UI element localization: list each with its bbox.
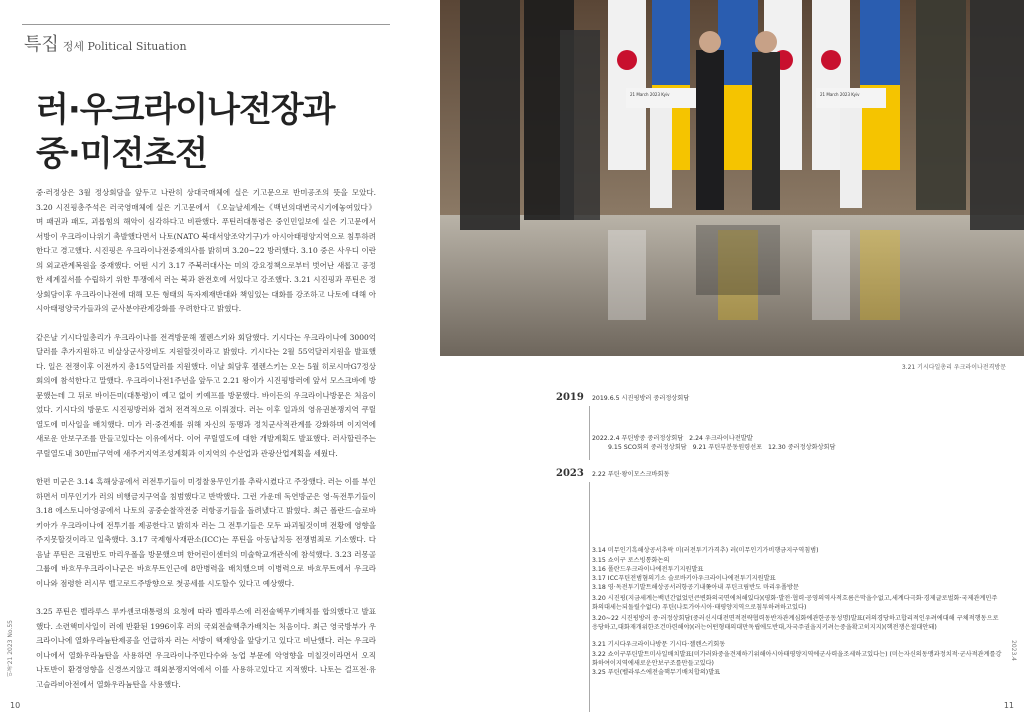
timeline-event: 3.21 기시다우크라이나방문 기시다·젤렌스키회동 [592, 641, 726, 648]
section-header [24, 30, 187, 56]
timeline-event: 3.16 폴란드우크라이나에전투기지원발표 [592, 566, 704, 573]
event-2022d: 9.21 푸틴부분동원령선포 [692, 444, 763, 451]
right-side-label: 2023.4 [1010, 640, 1017, 661]
news-photo [440, 0, 1024, 356]
paragraph: 중·러정상은 3월 정상회담을 앞두고 나란히 상대국매체에 실은 기고문으로 반미공조의 뜻을 모았다. 3.20 시진핑총주석은 러국영매체에 실은 기고문에서 《오늘날세계는《백년의대변국시기에놓여있다》며 패권과 패도, 괴롭힘의 해악이 심각하다고 비판했다. 푸틴러대통령은 중인민일보에 실은 기고문에서 서방이 우크라이나위기 촉발했다면서 나토(NATO 북대서양조약기구)가 아시아태평양지역으로 침투하려한다고 경고했다. 시진핑은 우크라이나전중재의사를 밝히며 3.20~22 방러했다. 3.10 중은 사우디 이란의 외교관계복원을 중재했다. 어떤 시기 3.17 주북러대사는 미의 강요정책으로부터 벗어난 새롭고 공정한 세계질서를 수립하기 위한 투쟁에서 러는 북과 완전호에 서있다고 강조했다. 3.21 시진핑과 푸틴은 정상회담이후 우크라이나전에 대해 모든 형태의 독자제재반대와 책임있는 대화를 강조하고 나토에 대해 아시아태평양국가들과의 군사분야관계강화를 우려한다고 밝혔다. [36, 188, 376, 313]
timeline-event: 2019.6.5 시진핑방러 중러정상회담 [592, 395, 690, 402]
timeline-event [608, 443, 1018, 452]
event-2022e: 12.30 중러정상화상회담 [768, 444, 836, 451]
article-body [36, 186, 376, 706]
title-line-1: 러·우크라이나전장과 [36, 90, 335, 130]
event-2022b: 2.24 우크라이나전발발 [689, 435, 753, 442]
timeline-event: 3.20 시진핑(지금세계는백년간없었던큰변화의국면에처해있다)(평화·발전·협력·공영의역사적흐름은막을수없고,세계다극화·경제글로벌화·국제관계민주화의대세는되돌릴수없다) 푸틴(나토가아시아·태평양지역으로침투하려하고있다) [592, 595, 998, 611]
timeline-event: 2.22 푸틴·왕이모스크바회동 [592, 471, 670, 478]
section-sub: 정세 Political Situation [62, 40, 187, 53]
year-2023: 2023 [556, 468, 584, 479]
title-line-2: 중·미전초전 [36, 134, 208, 174]
timeline-event: 3.17 ICC푸틴전범혐의기소 슬로바키아우크라이나에전투기지원발표 [592, 575, 776, 582]
page-number-right: 11 [1003, 701, 1014, 710]
timeline-event: 3.25 푸틴(벨라루스에전술핵무기배치합의)발표 [592, 669, 721, 676]
timeline-event: 3.14 미무인기흑해상공서추락 미(러전투기가격추) 러(미무인기가비행금지구역침범) [592, 547, 819, 554]
side-label: 민족21 2023 No.55 [7, 620, 14, 677]
timeline-line [589, 482, 590, 712]
section-label: 특집 [24, 34, 59, 55]
timeline-event [592, 434, 1002, 443]
photo-caption: 3.21 기시다일총리 우크라이나전격방문 [901, 364, 1006, 371]
timeline-event: 3.18 영·독전투기발트해상공서러항공기내쫓아내 푸틴크림반도 마리우폴방문 [592, 584, 799, 591]
timeline-event: 3.20~22 시진핑방러 중·러정상회담(중러신시대전면적전략협력동반자관계심화에관한공동성명)발표(러의경당하고합리적인우려에대해 구체적행동으로응당하고,대화재개위한조건마련해야)(러는어떤형태의대만독립에도반대,자국주권을지키려는중을확고히지지)(핵전쟁은절대안돼) [592, 615, 999, 631]
paragraph: 3.25 푸틴은 벨라루스 루카셴코대통령의 요청에 따라 벨라루스에 러전술핵무기배치를 합의했다고 발표했다. 소련핵미사일이 러에 반환된 1996이후 러의 국외전술핵추가배치는 처음이다. 최근 영국방부가 우크라이나에 열화우라늄탄제공을 언급하자 러는 서방이 핵재앙을 앞당기고 있다고 비난했다. 러는 우크라이나에서 열화우라늄탄을 사용하면 우크라이나주민다수와 농업 부문에 악영향을 미칠것이라면서 오직 나토반이 환경영향을 신경쓰지않고 해외분쟁지역에서 이를 사용하고있다고 지적했다. 나토는 걸프전·유고슬라비아전에서 열화우라늄탄을 사용했다. [36, 607, 376, 689]
paragraph: 한편 미군은 3.14 흑해상공에서 러전투기들이 미정찰용무인기를 추락시켰다고 주장했다. 러는 이를 부인하면서 미무인기가 러의 비행금지구역을 침범했다고 반박했다. 그런 가운데 독연방군은 영·독전투기들이 3.18 에스토니아영공에서 나토의 공중순찰작전중 러항공기들을 돌려냈다고 밝혔다. 최근 폴란드·슬로바키아가 우크라이나에 전투기를 제공한다고 밝히자 러는 그 전투기들은 모두 파괴될것이며 전황에 영향을 주지못할것이라고 일축했다. 3.17 국제형사재판소(ICC)는 푸틴을 아동납치등 전쟁범죄로 기소했다. 다음날 푸틴은 크림반도 마리우폴을 방문했으며 한어린이센터의 미술학교개관식에 참석했다. 3.23 러몽골 그룹에 바흐무우크라이나군은 바흐무트인근에 8만병력을 배치했으며 이병력으로 바흐무트에서 우크라이나와 점령한 러시무 벨고로드주방향으로 첫공세를 시도할수 있다고 예상했다. [36, 477, 376, 588]
photo-illustration [440, 0, 1024, 356]
top-rule [22, 24, 390, 25]
event-2022c: 9.15 SCO회의 중러정상회담 [608, 444, 687, 451]
podium-left-text: 21 March 2023 Kyiv [630, 92, 670, 97]
podium-right-text: 21 March 2023 Kyiv [820, 92, 860, 97]
event-2022a: 2022.2.4 푸틴방중 중러정상회담 [592, 435, 684, 442]
year-2019: 2019 [556, 392, 584, 403]
paragraph: 같은날 기시다일총리가 우크라이나를 전격방문해 젤렌스키와 회담했다. 기시다는 우크라이나에 3000억달러를 추가지원하고 비살상군사장비도 지원할것이라고 밝혔다. 기시다는 2월 55억달러지원을 발표했다. 일은 전쟁이후 이전까지 총15억달러를 지원했다. 이날 회담후 젤렌스키는 오는 5월 히로시마G7정상회의에 참석한다고 말했다. 우크라이나전1주년을 앞두고 2.21 왕이가 시진핑방러에 앞서 모스크바에 방문했는데 그 뒤로 바이든미(대통령)이 예고 없이 키예프를 방문했다. 바이든의 우크라이나방문은 처음이었다. 기시다의 방문도 시진핑방러와 겹쳐 전격적으로 이뤄졌다. 러는 이후 일과의 영유권분쟁지역 쿠릴열도에 미사일을 배치했다. 미가 러·중견제를 위해 자신의 동맹과 정치군사적관계를 강화하며 이지역에 새로운 안보구조를 만들고있다는 이유에서다. 이어 쿠릴열도에 대한 개발계획도 발표했다. 러사할린주는 쿠릴열도내 30만㎡구역에 새주거지역조성계획과 이지역의 수산업과 관광산업계획을 세웠다. [36, 332, 376, 458]
article-title [36, 88, 335, 176]
page-number-left: 10 [10, 701, 21, 710]
timeline-line [589, 406, 590, 460]
timeline-event: 3.22 쇼이구푸틴발트미사일배치발표(미가러와중을견제하기위해아시아태평양지역에군사력을조세하고있다는) (미는자신의동맹과정치적·군사적관계를강화하여이지역에새로운안보구조를만들고있다) [592, 651, 1002, 667]
timeline-event: 3.15 쇼이구 로스빙통화논의 [592, 557, 670, 564]
